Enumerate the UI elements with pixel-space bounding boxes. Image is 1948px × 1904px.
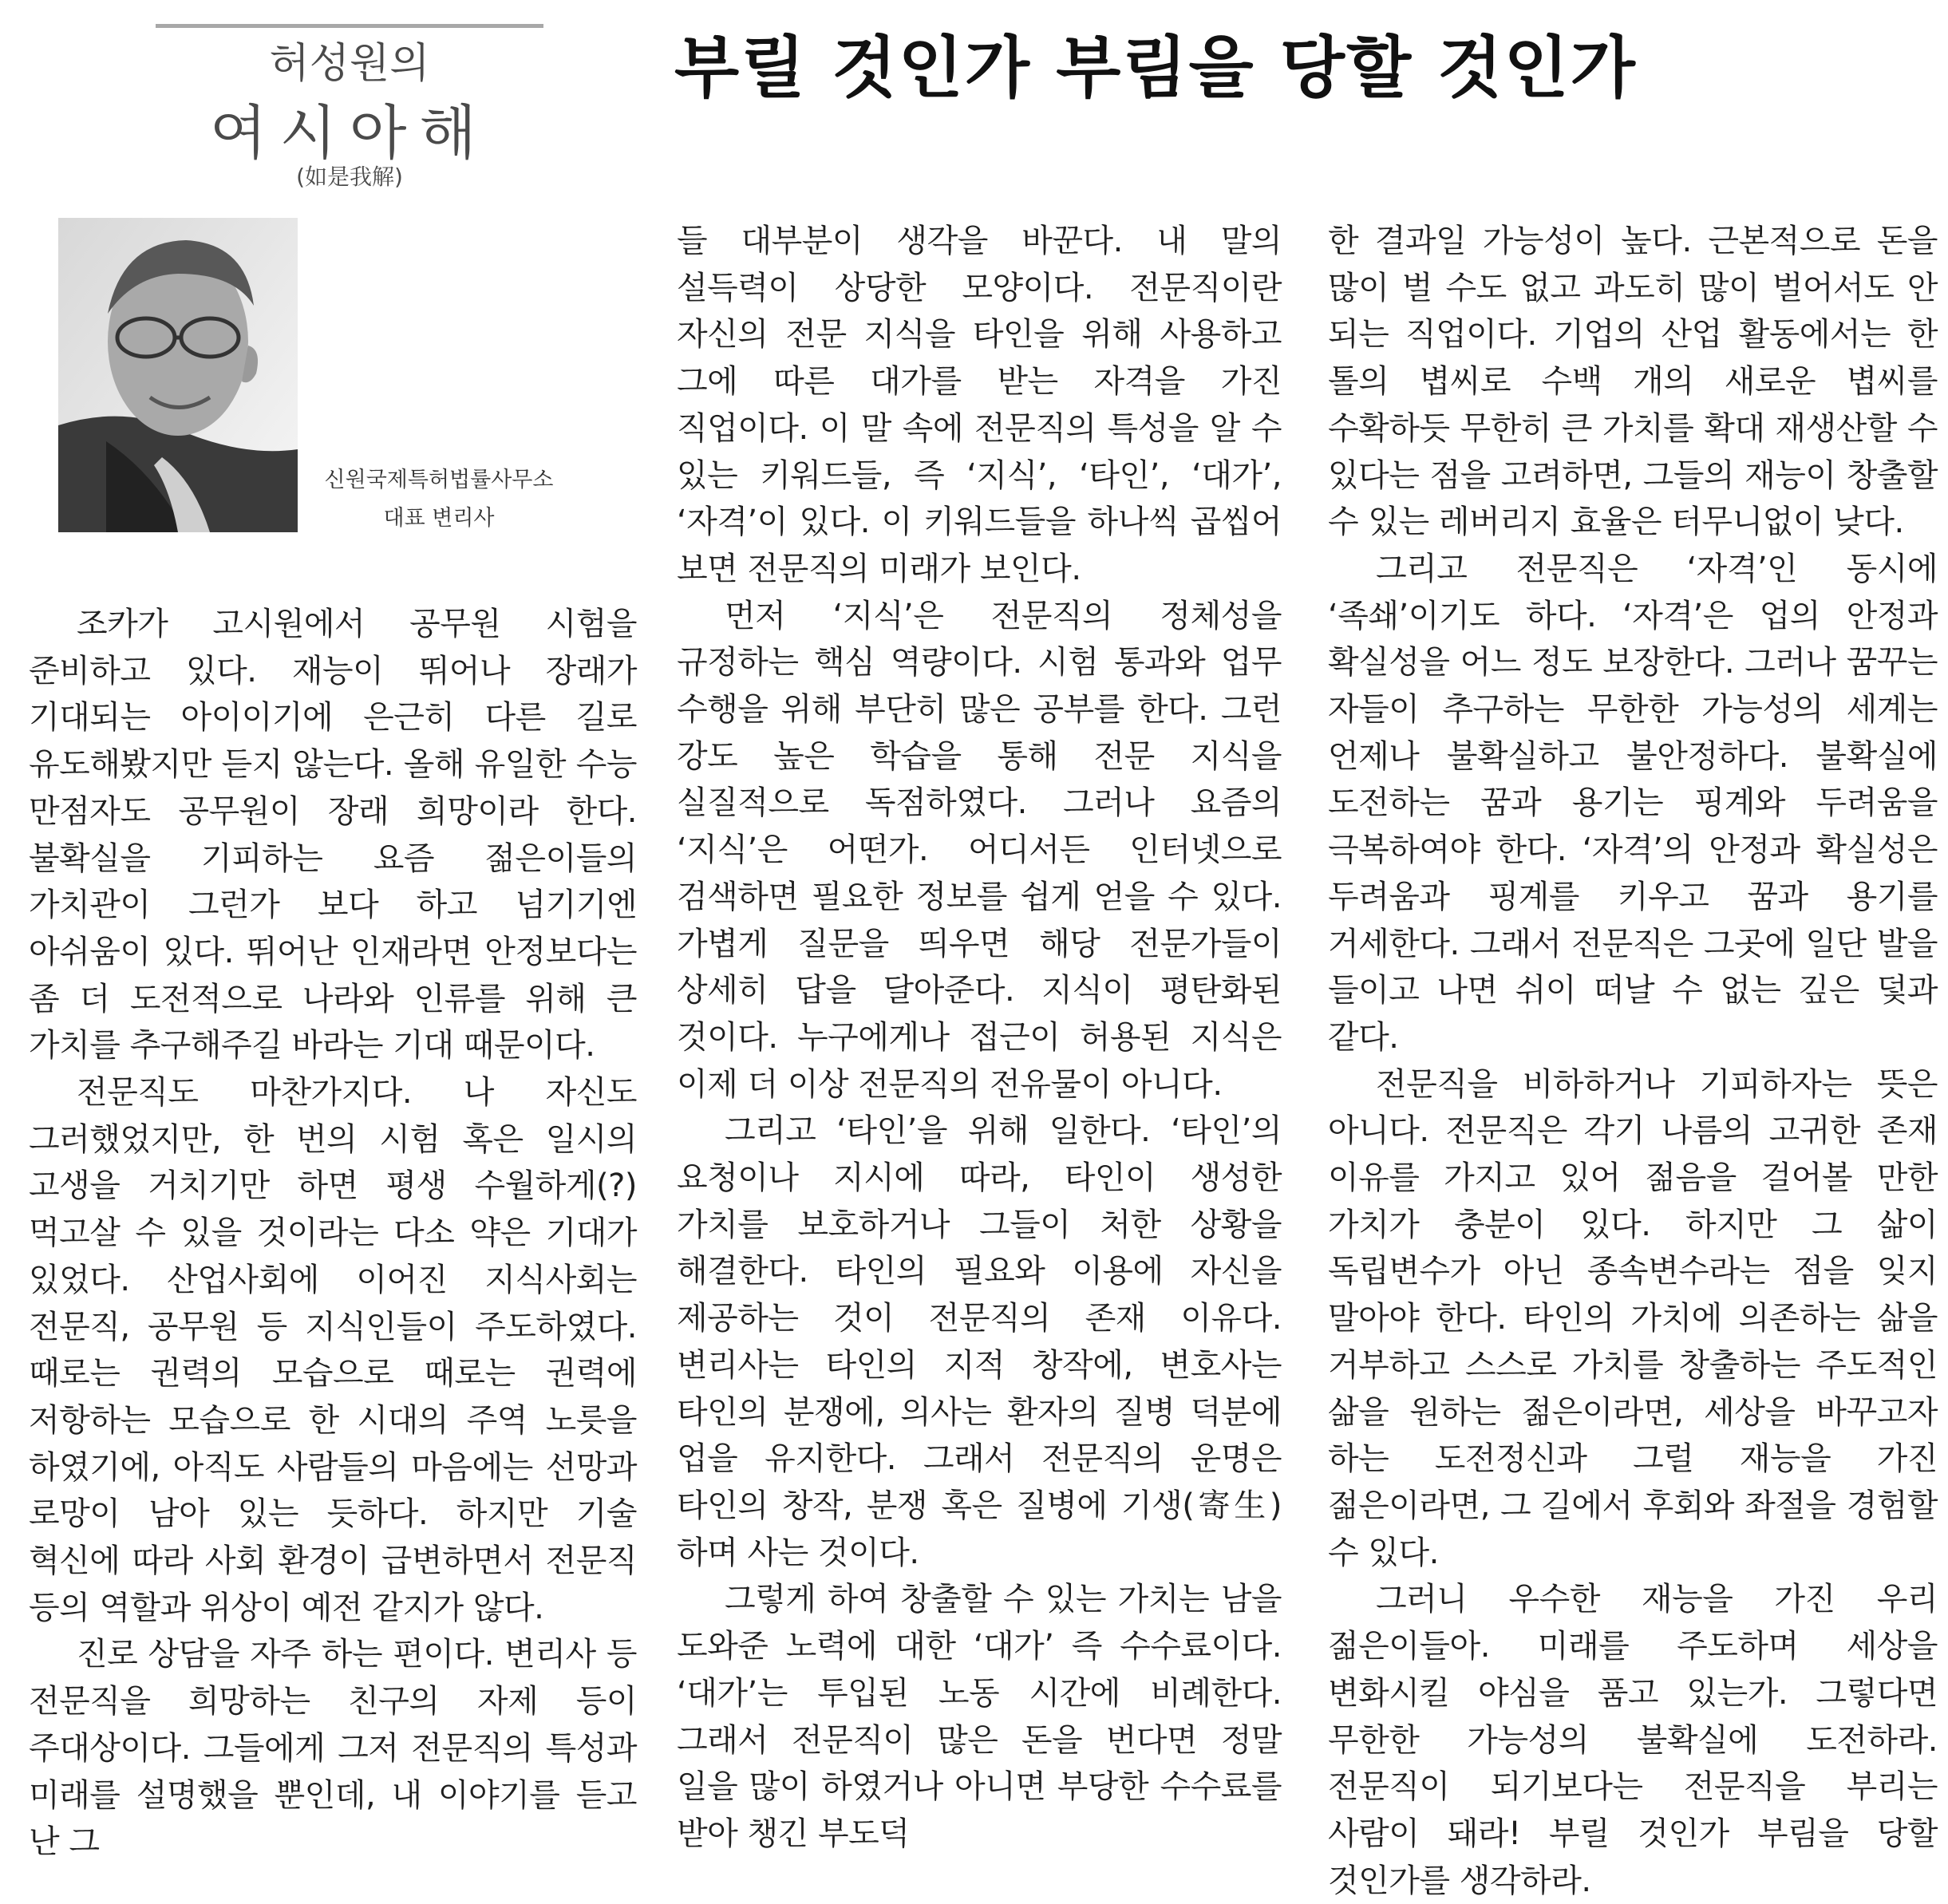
paragraph: 들 대부분이 생각을 바꾼다. 내 말의 설득력이 상당한 모양이다. 전문직이란 자신의 전문 지식을 타인을 위해 사용하고 그에 따른 대가를 받는 자격을 가진 직업이다. 이 말 속에 전문직의 특성을 알 수 있는 키워드들, 즉 ‘지식’, ‘타인’, ‘대가’, ‘자격’이 있다. 이 키워드들을 하나씩 곱씹어 보면 전문직의 미래가 보인다. xyxy=(677,223,1282,587)
paragraph: 먼저 ‘지식’은 전문직의 정체성을 규정하는 핵심 역량이다. 시험 통과와 업무 수행을 위해 부단히 많은 공부를 한다. 그런 강도 높은 학습을 통해 전문 지식을 실질적으로 독점하였다. 그러나 요즘의 ‘지식’은 어떤가. 어디서든 인터넷으로 검색하면 필요한 정보를 쉽게 얻을 수 있다. 가볍게 질문을 띄우면 해당 전문가들이 상세히 답을 달아준다. 지식이 평탄화된 것이다. 누구에게나 접근이 허용된 지식은 이제 더 이상 전문직의 전유물이 아니다. xyxy=(677,597,1282,1103)
author-affiliation: 신원국제특허법률사무소 xyxy=(324,468,554,492)
paragraph: 그리고 전문직은 ‘자격’인 동시에 ‘족쇄’이기도 하다. ‘자격’은 업의 안정과 확실성을 어느 정도 보장한다. 그러나 꿈꾸는 자들이 추구하는 무한한 가능성의 세계는 언제나 불확실하고 불안정하다. 불확실에 도전하는 꿈과 용기는 핑계와 두려움을 극복하여야 한다. ‘자격’의 안정과 확실성은 두려움과 핑계를 키우고 꿈과 용기를 거세한다. 그래서 전문직은 그곳에 일단 발을 들이고 나면 쉬이 떠날 수 없는 깊은 덫과 같다. xyxy=(1328,550,1938,1056)
column-title-hanja: (如是我解) xyxy=(296,164,403,190)
paragraph: 그러니 우수한 재능을 가진 우리 젊은이들아. 미래를 주도하며 세상을 변화시킬 야심을 품고 있는가. 그렇다면 무한한 가능성의 불확실에 도전하라. 전문직이 되기보다는 전문직을 부리는 사람이 돼라! 부릴 것인가 부림을 당할 것인가를 생각하라. xyxy=(1328,1581,1938,1899)
paragraph: 진로 상담을 자주 하는 편이다. 변리사 등 전문직을 희망하는 친구의 자제 등이 주대상이다. 그들에게 그저 전문직의 특성과 미래를 설명했을 뿐인데, 내 이야기를 듣고 난 그 xyxy=(29,1636,637,1861)
paragraph: 조카가 고시원에서 공무원 시험을 준비하고 있다. 재능이 뛰어나 장래가 기대되는 아이이기에 은근히 다른 길로 유도해봤지만 듣지 않는다. 올해 유일한 수능 만점자도 공무원이 장래 희망이라 한다. 불확실을 기피하는 요즘 젊은이들의 가치관이 그런가 보다 하고 넘기기엔 아쉬움이 있다. 뛰어난 인재라면 안정보다는 좀 더 도전적으로 나라와 인류를 위해 큰 가치를 추구해주길 바라는 기대 때문이다. xyxy=(29,606,637,1065)
article-column-1 xyxy=(29,601,637,1866)
author-position: 대표 변리사 xyxy=(383,506,495,531)
article-column-2 xyxy=(677,218,1282,1858)
paragraph: 전문직을 비하하거나 기피하자는 뜻은 아니다. 전문직은 각기 나름의 고귀한 존재 이유를 가지고 있어 젊음을 걸어볼 만한 가치가 충분이 있다. 하지만 그 삶이 독립변수가 아닌 종속변수라는 점을 잊지 말아야 한다. 타인의 가치에 의존하는 삶을 거부하고 스스로 가치를 창출하는 주도적인 삶을 원하는 젊은이라면, 세상을 바꾸고자 하는 도전정신과 그럴 재능을 가진 젊은이라면, 그 길에서 후회와 좌절을 경험할 수 있다. xyxy=(1328,1065,1938,1571)
author-portrait-icon xyxy=(58,218,298,532)
paragraph: 그렇게 하여 창출할 수 있는 가치는 남을 도와준 노력에 대한 ‘대가’ 즉 수수료이다. ‘대가’는 투입된 노동 시간에 비례한다. 그래서 전문직이 많은 돈을 번다면 정말 일을 많이 하였거나 아니면 부당한 수수료를 받아 챙긴 부도덕 xyxy=(677,1581,1282,1852)
paragraph: 한 결과일 가능성이 높다. 근본적으로 돈을 많이 벌 수도 없고 과도히 많이 벌어서도 안 되는 직업이다. 기업의 산업 활동에서는 한 톨의 볍씨로 수백 개의 새로운 볍씨를 수확하듯 무한히 큰 가치를 확대 재생산할 수 있다는 점을 고려하면, 그들의 재능이 창출할 수 있는 레버리지 효율은 터무니없이 낮다. xyxy=(1328,223,1938,541)
column-title: 여시아해 xyxy=(210,99,489,168)
author-photo xyxy=(58,218,298,532)
article-headline: 부릴 것인가 부림을 당할 것인가 xyxy=(674,29,1637,107)
article-column-3 xyxy=(1328,218,1938,1904)
header-rule xyxy=(156,24,543,28)
column-author-label: 허성원의 xyxy=(269,40,430,88)
paragraph: 전문직도 마찬가지다. 나 자신도 그러했었지만, 한 번의 시험 혹은 일시의 고생을 거치기만 하면 평생 수월하게(?) 먹고살 수 있을 것이라는 다소 약은 기대가 있었다. 산업사회에 이어진 지식사회는 전문직, 공무원 등 지식인들이 주도하였다. 때로는 권력의 모습으로 때로는 권력에 저항하는 모습으로 한 시대의 주역 노릇을 하였기에, 아직도 사람들의 마음에는 선망과 로망이 남아 있는 듯하다. 하지만 기술 혁신에 따라 사회 환경이 급변하면서 전문직 등의 역할과 위상이 예전 같지가 않다. xyxy=(29,1074,637,1626)
paragraph: 그리고 ‘타인’을 위해 일한다. ‘타인’의 요청이나 지시에 따라, 타인이 생성한 가치를 보호하거나 그들이 처한 상황을 해결한다. 타인의 필요와 이용에 자신을 제공하는 것이 전문직의 존재 이유다. 변리사는 타인의 지적 창작에, 변호사는 타인의 분쟁에, 의사는 환자의 질병 덕분에 업을 유지한다. 그래서 전문직의 운명은 타인의 창작, 분쟁 혹은 질병에 기생(寄生)하며 사는 것이다. xyxy=(677,1112,1282,1571)
